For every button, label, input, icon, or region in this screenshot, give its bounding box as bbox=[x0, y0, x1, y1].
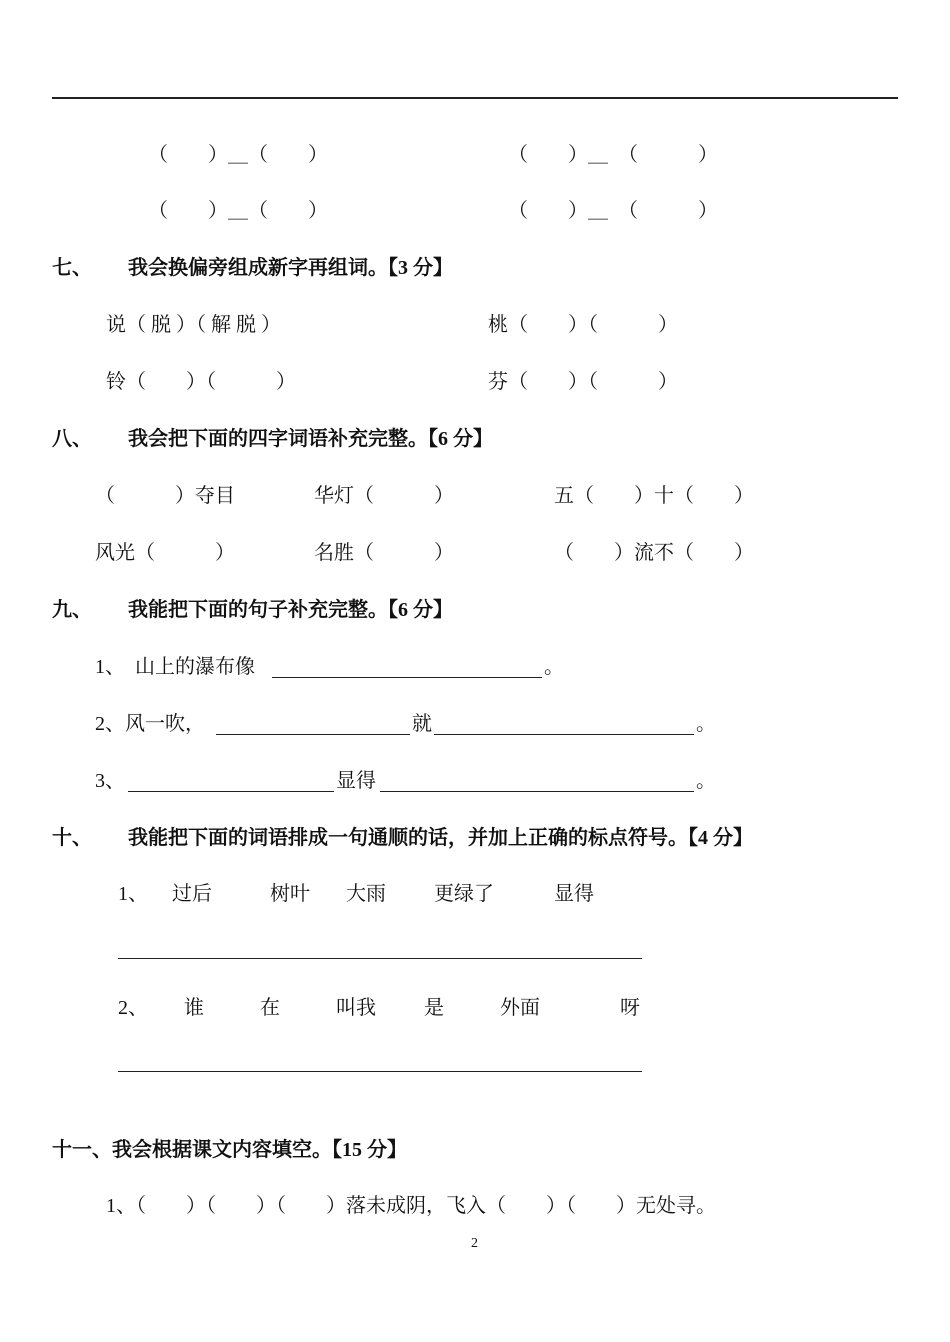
section-7-title: 我会换偏旁组成新字再组词。【3 分】 bbox=[128, 257, 453, 279]
sec10-q1-answer-line bbox=[118, 958, 642, 959]
sec7-row-2-left: 铃（ ）（ ） bbox=[106, 371, 296, 393]
sec10-q1-label: 1、 bbox=[118, 883, 148, 905]
sec10-q2-answer-line bbox=[118, 1071, 642, 1072]
sec9-item-2-end: 。 bbox=[696, 713, 716, 735]
section-11-title: 十一、我会根据课文内容填空。【15 分】 bbox=[52, 1139, 407, 1161]
sec8-row-2-a: 风光（ ） bbox=[95, 542, 235, 564]
sec9-item-3-end: 。 bbox=[696, 770, 716, 792]
top-row-2-right: （ ）＿ （ ） bbox=[508, 200, 718, 222]
page-number: 2 bbox=[471, 1236, 478, 1251]
sec9-item-1-blank bbox=[272, 677, 542, 678]
sec7-row-1-right: 桃（ ）（ ） bbox=[488, 314, 678, 336]
section-9-title: 我能把下面的句子补充完整。【6 分】 bbox=[128, 599, 453, 621]
sec9-item-2-mid: 就 bbox=[412, 713, 432, 735]
section-10-number: 十、 bbox=[52, 827, 92, 849]
top-row-1-right: （ ）＿ （ ） bbox=[508, 144, 718, 166]
top-row-2-left: （ ）＿（ ） bbox=[148, 200, 328, 222]
sec9-item-3-blank-a bbox=[128, 791, 334, 792]
section-10-title: 我能把下面的词语排成一句通顺的话，并加上正确的标点符号。【4 分】 bbox=[128, 827, 753, 849]
top-row-1-left: （ ）＿（ ） bbox=[148, 144, 328, 166]
sec9-item-2-prefix: 2、风一吹， bbox=[95, 713, 205, 735]
sec10-q2-word-1: 谁 bbox=[184, 997, 204, 1019]
sec7-row-2-right: 芬（ ）（ ） bbox=[488, 371, 678, 393]
section-8-title: 我会把下面的四字词语补充完整。【6 分】 bbox=[128, 428, 493, 450]
sec9-item-3-blank-b bbox=[380, 791, 694, 792]
header-rule bbox=[52, 97, 898, 99]
sec10-q1-word-2: 树叶 bbox=[270, 883, 310, 905]
sec9-item-3-mid: 显得 bbox=[336, 770, 376, 792]
sec10-q1-word-3: 大雨 bbox=[346, 883, 386, 905]
section-8-number: 八、 bbox=[52, 428, 92, 450]
sec9-item-3-prefix: 3、 bbox=[95, 770, 125, 792]
sec10-q1-word-4: 更绿了 bbox=[434, 883, 494, 905]
sec10-q1-word-1: 过后 bbox=[172, 883, 212, 905]
sec10-q2-word-5: 外面 bbox=[500, 997, 540, 1019]
sec11-line-1: 1、（ ）（ ）（ ）落未成阴，飞入（ ）（ ）无处寻。 bbox=[106, 1195, 716, 1217]
sec10-q2-word-3: 叫我 bbox=[336, 997, 376, 1019]
sec7-row-1-left: 说（ 脱 ）（ 解 脱 ） bbox=[106, 314, 281, 336]
sec10-q2-label: 2、 bbox=[118, 997, 148, 1019]
sec8-row-2-b: 名胜（ ） bbox=[314, 542, 454, 564]
sec8-row-2-c: （ ）流不（ ） bbox=[554, 542, 754, 564]
sec9-item-2-blank-a bbox=[216, 734, 410, 735]
section-7-number: 七、 bbox=[52, 257, 92, 279]
sec10-q2-word-2: 在 bbox=[260, 997, 280, 1019]
sec8-row-1-a: （ ）夺目 bbox=[95, 485, 235, 507]
sec9-item-1-prefix: 1、 山上的瀑布像 bbox=[95, 656, 255, 678]
sec9-item-2-blank-b bbox=[434, 734, 694, 735]
sec8-row-1-b: 华灯（ ） bbox=[314, 485, 454, 507]
section-9-number: 九、 bbox=[52, 599, 92, 621]
sec10-q2-word-4: 是 bbox=[424, 997, 444, 1019]
sec8-row-1-c: 五（ ）十（ ） bbox=[554, 485, 754, 507]
sec9-item-1-end: 。 bbox=[544, 656, 564, 678]
sec10-q1-word-5: 显得 bbox=[554, 883, 594, 905]
sec10-q2-word-6: 呀 bbox=[620, 997, 640, 1019]
